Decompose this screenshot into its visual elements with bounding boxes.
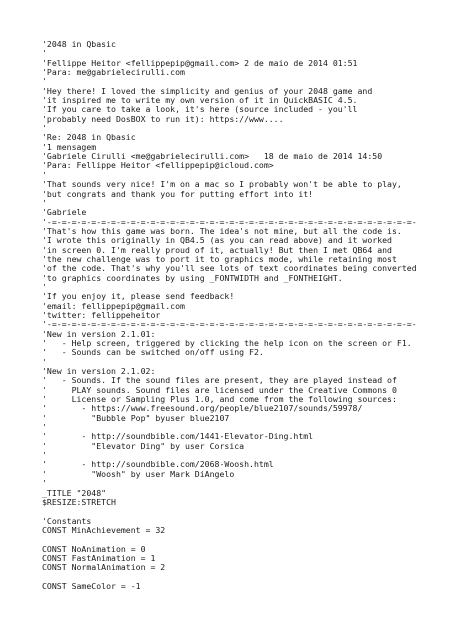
code-line: ' [42,422,47,433]
source-code-text [42,40,467,591]
code-line: 'That's how this game was born. The idea's not mine, but all the code is. [42,225,402,236]
code-line: 'but congrats and thank you for putting effort into it! [42,188,314,199]
code-line: ' - https://www.freesound.org/people/blue2107/sounds/59978/ [42,403,363,414]
code-line: ' [42,356,47,367]
code-line: ' [42,48,47,59]
code-line: '1 mensagem [42,141,97,152]
code-line: ' [42,197,47,208]
code-line: '-=-=-=-=-=-=-=-=-=-=-=-=-=-=-=-=-=-=-=-=-=-=-=-=-=-=-=-=-=-=-=-=-=-=-=-=-=- [42,319,417,330]
code-line: 'the new challenge was to port it to graphics mode, while retaining most [42,253,397,264]
code-line [42,507,467,516]
code-line: 'Re: 2048 in Qbasic [42,132,136,143]
code-line: ' PLAY sounds. Sound files are licensed under the Creative Commons 0 [42,384,397,395]
code-line: 'Constants [42,515,92,526]
code-line: CONST FastAnimation = 1 [42,552,156,563]
code-line: 'Gabriele Cirulli <me@gabrielecirulli.com> 18 de maio de 2014 14:50 [42,151,383,162]
code-line: 'to graphics coordinates by using _FONTWIDTH and _FONTHEIGHT. [42,272,343,283]
code-line: ' [42,169,47,180]
code-line: ' "Elevator Ding" by user Corsica [42,440,245,451]
code-line: $RESIZE:STRETCH [42,496,116,507]
code-line: 'of the code. That's why you'll see lots of text coordinates being converted [42,263,417,274]
code-line: ' [42,450,47,461]
code-line: 'I wrote this originally in QB4.5 (as you can read above) and it worked [42,235,392,246]
code-line: '2048 in Qbasic [42,39,116,49]
code-line: ' [42,478,47,489]
code-line: 'in screen 0. I'm really proud of it, actually! But then I met QB64 and [42,244,392,255]
code-line: 'twitter: fellippeheitor [42,309,161,320]
code-line: 'Fellippe Heitor <fellippepip@gmail.com> 2 de maio de 2014 01:51 [42,57,358,68]
code-line: CONST MinAchievement = 32 [42,524,166,535]
code-line: _TITLE "2048" [42,487,107,498]
code-line: 'If you enjoy it, please send feedback! [42,291,235,302]
code-line: 'If you care to take a look, it's here (source included - you'll [42,104,358,115]
code-line: CONST SameColor = -1 [42,580,141,591]
code-line: 'it inspired me to write my own version of it in QuickBASIC 4.5. [42,95,358,106]
code-line: ' "Woosh" by user Mark DiAngelo [42,468,235,479]
code-line: ' License or Sampling Plus 1.0, and come from the following sources: [42,394,397,405]
code-line: ' - http://soundbible.com/1441-Elevator-Ding.html [42,431,314,442]
code-line: 'email: fellippepip@gmail.com [42,300,185,311]
code-line: CONST NormalAnimation = 2 [42,562,166,573]
code-line: 'That sounds very nice! I'm on a mac so I probably won't be able to play, [42,179,402,190]
code-line: CONST NoAnimation = 0 [42,543,146,554]
code-line: 'Para: me@gabrielecirulli.com [42,67,185,78]
code-line: ' - Sounds. If the sound files are present, they are played instead of [42,375,397,386]
code-line: '-=-=-=-=-=-=-=-=-=-=-=-=-=-=-=-=-=-=-=-=-=-=-=-=-=-=-=-=-=-=-=-=-=-=-=-=-=- [42,216,417,227]
code-line: ' [42,281,47,292]
code-line: 'New in version 2.1.01: [42,328,156,339]
code-line: 'Hey there! I loved the simplicity and genius of your 2048 game and [42,85,373,96]
code-line: 'Para: Fellippe Heitor <fellippepip@icloud.com> [42,160,274,171]
code-line: ' - Help screen, triggered by clicking the help icon on the screen or F1. [42,338,412,348]
code-line: ' "Bubble Pop" byuser blue2107 [42,412,230,423]
code-line: 'New in version 2.1.02: [42,366,156,377]
code-line: ' [42,123,47,134]
code-line: ' - http://soundbible.com/2068-Woosh.html [42,459,274,470]
code-line: ' [42,76,47,87]
code-line: 'Gabriele [42,207,87,218]
code-line: 'probably need DosBOX to run it): https://www.... [42,113,284,124]
code-line: ' - Sounds can be switched on/off using F2. [42,347,264,358]
